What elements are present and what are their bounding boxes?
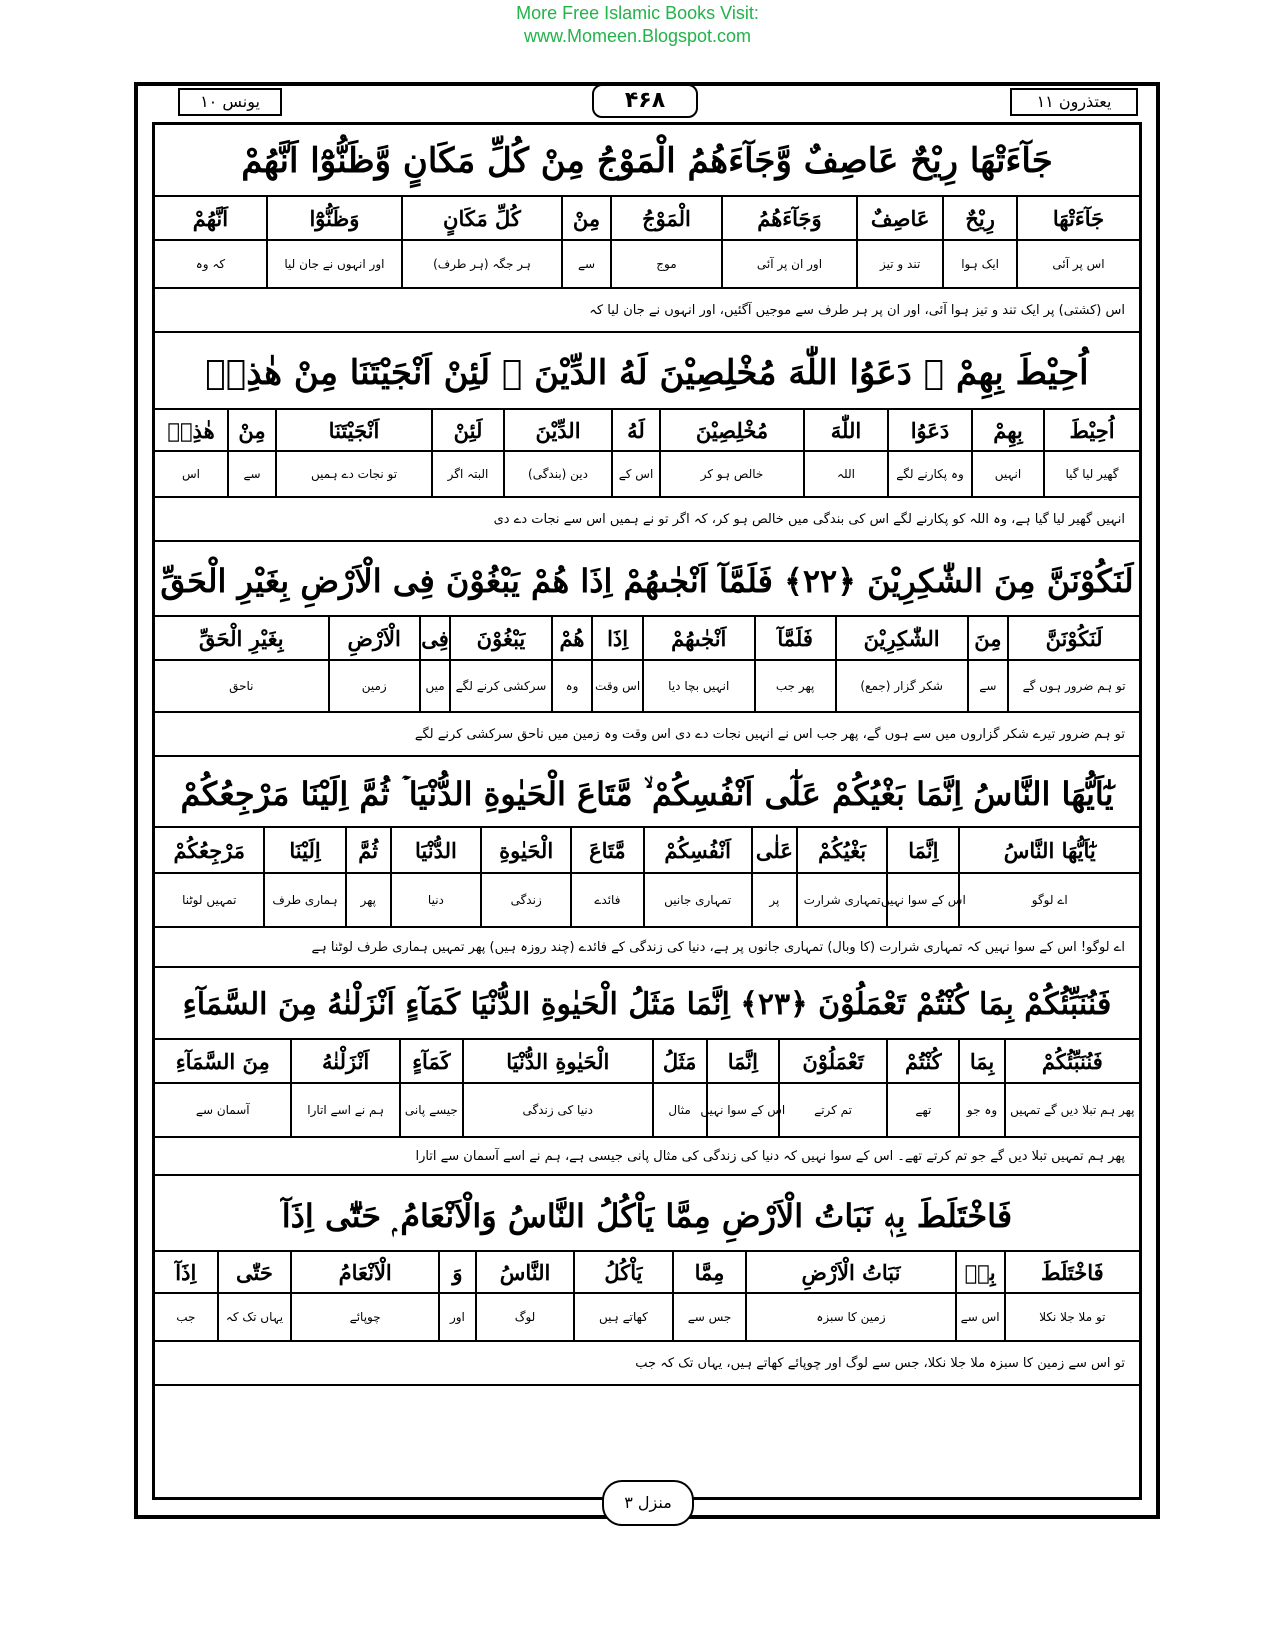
word-cell: كُلِّ مَكَانٍ — [401, 197, 561, 239]
word-cell: بِهٖ — [955, 1252, 1004, 1292]
meaning-cell: انہیں بچا دیا — [642, 661, 754, 711]
word-cell: نَبَاتُ الْاَرْضِ — [745, 1252, 954, 1292]
word-cell: لَئِنْ — [431, 410, 503, 450]
meaning-cell: میں — [419, 661, 449, 711]
word-cell: الشّٰكِرِيْنَ — [835, 617, 967, 659]
meaning-cell: ایک ہوا — [942, 241, 1016, 287]
word-cell: مَّتَاعَ — [570, 828, 642, 872]
meaning-cell: تو نجات دے ہمیں — [275, 452, 431, 496]
meaning-row — [155, 1084, 1139, 1138]
promo-line-1: More Free Islamic Books Visit: — [516, 3, 759, 23]
translation-line — [155, 713, 1139, 757]
meaning-cell: اس وقت — [591, 661, 642, 711]
meaning-cell: شکر گزار (جمع) — [835, 661, 967, 711]
word-cell: كُنْتُمْ — [886, 1040, 958, 1082]
para-name-label: یعتذرون ۱۱ — [1010, 88, 1138, 116]
word-cell: الْاَرْضِ — [328, 617, 419, 659]
meaning-cell: ہماری طرف — [263, 874, 344, 926]
word-cell: يٰٓاَيُّهَا النَّاسُ — [958, 828, 1139, 872]
meaning-cell: ہم نے اسے اتارا — [290, 1084, 398, 1136]
meaning-row — [155, 1294, 1139, 1342]
arabic-verse-text: جَآءَتْهَا رِيْحٌ عَاصِفٌ وَّجَآءَهُمُ الْمَوْجُ مِنْ كُلِّ مَكَانٍ وَّظَنُّوْٓا اَنَّهُمْ — [241, 141, 1053, 181]
meaning-cell: اس پر آئی — [1016, 241, 1139, 287]
word-row — [155, 1252, 1139, 1294]
translation-text: تو ہم ضرور تیرے شکر گزاروں میں سے ہوں گے، پھر جب اس نے انہیں نجات دے دی اس وقت وہ زمین میں ناحق سرکشی کرنے لگے — [414, 726, 1125, 742]
meaning-cell: اس کے سوا نہیں — [706, 1084, 778, 1136]
translation-text: تو اس سے زمین کا سبزہ ملا جلا نکلا، جس سے لوگ اور چوپائے کھاتے ہیں، یہاں تک کہ جب — [635, 1355, 1125, 1371]
word-cell: جَآءَتْهَا — [1016, 197, 1139, 239]
verse-line — [155, 1180, 1139, 1252]
meaning-cell: تو ہم ضرور ہوں گے — [1007, 661, 1139, 711]
meaning-cell: اور — [438, 1294, 475, 1340]
meaning-cell: دنیا — [390, 874, 480, 926]
meaning-cell: اس کے سوا نہیں — [886, 874, 958, 926]
meaning-cell: تمہاری شرارت — [796, 874, 886, 926]
meaning-cell: پھر جب — [754, 661, 835, 711]
word-cell: وَجَآءَهُمُ — [721, 197, 856, 239]
word-cell: اَنْفُسِكُمْ — [643, 828, 751, 872]
word-cell: اَنْجَيْتَنَا — [275, 410, 431, 450]
word-cell: فَنُنَبِّئُكُمْ — [1004, 1040, 1139, 1082]
meaning-cell: وہ پکارنے لگے — [887, 452, 971, 496]
word-cell: بِمَا — [958, 1040, 1003, 1082]
word-cell: بَغْيُكُمْ — [796, 828, 886, 872]
meaning-cell: جب — [176, 1310, 196, 1324]
arabic-verse-text: اُحِيْطَ بِهِمْ ۙ دَعَوُا اللّٰهَ مُخْلِصِيْنَ لَهُ الدِّيْنَ ۚ لَئِنْ اَنْجَيْتَنَا مِنْ هٰذِهٖ — [205, 353, 1089, 393]
word-cell: فَاخْتَلَطَ — [1004, 1252, 1139, 1292]
meaning-cell: جیسے پانی — [399, 1084, 462, 1136]
verse-line — [155, 760, 1139, 828]
word-cell: اِذَآ — [175, 1259, 197, 1285]
meaning-cell: خالص ہو کر — [659, 452, 803, 496]
word-cell: اِلَيْنَا — [263, 828, 344, 872]
word-row — [155, 617, 1139, 661]
meaning-cell: آسمان سے — [195, 1103, 250, 1117]
word-row — [155, 410, 1139, 452]
meaning-cell: اس سے — [955, 1294, 1004, 1340]
word-row — [155, 1040, 1139, 1084]
translation-line — [155, 928, 1139, 968]
meaning-cell: جس سے — [672, 1294, 746, 1340]
word-cell: مَثَلُ — [652, 1040, 706, 1082]
meaning-cell: انہیں — [971, 452, 1043, 496]
surah-name-label: یونس ۱۰ — [178, 88, 282, 116]
word-cell: مِمَّا — [672, 1252, 746, 1292]
meaning-cell: کہ وہ — [195, 257, 226, 271]
word-cell: الدُّنْيَا — [390, 828, 480, 872]
translation-line — [155, 1138, 1139, 1176]
meaning-cell: ہر جگہ (ہر طرف) — [401, 241, 561, 287]
word-cell: يَاْكُلُ — [573, 1252, 671, 1292]
word-cell: اُحِيْطَ — [1043, 410, 1139, 450]
meaning-cell: گھیر لیا گیا — [1043, 452, 1139, 496]
meaning-cell: لوگ — [475, 1294, 573, 1340]
word-cell: هٰذِهٖ — [167, 417, 215, 443]
meaning-cell: پر — [751, 874, 796, 926]
meaning-cell: سرکشی کرنے لگے — [449, 661, 550, 711]
word-cell: وَظَنُّوْٓا — [266, 197, 401, 239]
word-cell: مِنَ — [967, 617, 1008, 659]
meaning-cell: اس — [182, 467, 200, 481]
verse-line — [155, 125, 1139, 197]
word-cell: لَنَكُوْنَنَّ — [1007, 617, 1139, 659]
word-cell: ثُمَّ — [345, 828, 390, 872]
meaning-cell: پھر ہم تبلا دیں گے تمہیں — [1004, 1084, 1139, 1136]
word-cell: الْاَنْعَامُ — [290, 1252, 438, 1292]
word-cell: عَلٰى — [751, 828, 796, 872]
word-cell: اللّٰهَ — [803, 410, 887, 450]
word-cell: بِغَيْرِ الْحَقِّ — [199, 625, 284, 651]
arabic-verse-text: يٰٓاَيُّهَا النَّاسُ اِنَّمَا بَغْيُكُمْ عَلٰٓى اَنْفُسِكُمْ ۙ مَّتَاعَ الْحَيٰوةِ الدُّنْيَا ۡ ثُمَّ اِلَيْنَا مَرْجِعُكُمْ — [180, 775, 1114, 813]
meaning-row — [155, 241, 1139, 289]
verse-line — [155, 970, 1139, 1040]
translation-line — [155, 1342, 1139, 1386]
meaning-cell: دین (بندگی) — [503, 452, 611, 496]
arabic-verse-text: لَنَكُوْنَنَّ مِنَ الشّٰكِرِيْنَ ﴿۲۲﴾ فَلَمَّآ اَنْجٰىهُمْ اِذَا هُمْ يَبْغُوْنَ فِى الْاَرْضِ بِغَيْرِ الْحَقِّ — [160, 562, 1134, 600]
word-cell: مِنَ السَّمَآءِ — [175, 1048, 270, 1074]
word-cell: عَاصِفٌ — [856, 197, 942, 239]
meaning-cell: اور انہوں نے جان لیا — [266, 241, 401, 287]
word-cell: حَتّٰى — [217, 1252, 291, 1292]
promo-banner — [0, 2, 1275, 48]
word-cell: اِذَا — [591, 617, 642, 659]
meaning-cell: زمین کا سبزہ — [745, 1294, 954, 1340]
meaning-cell: دنیا کی زندگی — [462, 1084, 652, 1136]
word-cell: مِنْ — [561, 197, 610, 239]
meaning-cell: اللہ — [803, 452, 887, 496]
arabic-verse-text: فَنُنَبِّئُكُمْ بِمَا كُنْتُمْ تَعْمَلُوْنَ ﴿۲۳﴾ اِنَّمَا مَثَلُ الْحَيٰوةِ الدُّنْيَا كَمَآءٍ اَنْزَلْنٰهُ مِنَ السَّمَآءِ — [182, 987, 1112, 1022]
verse-line — [155, 336, 1139, 410]
word-cell: فَلَمَّآ — [754, 617, 835, 659]
meaning-cell: چوپائے — [290, 1294, 438, 1340]
word-cell: فِى — [419, 617, 449, 659]
page-number: ۴۶۸ — [592, 84, 698, 118]
word-cell: النَّاسُ — [475, 1252, 573, 1292]
meaning-row — [155, 452, 1139, 498]
meaning-row — [155, 874, 1139, 928]
meaning-cell: اور ان پر آئی — [721, 241, 856, 287]
meaning-cell: مثال — [652, 1084, 706, 1136]
word-row — [155, 828, 1139, 874]
word-cell: تَعْمَلُوْنَ — [778, 1040, 886, 1082]
word-cell: مُخْلِصِيْنَ — [659, 410, 803, 450]
meaning-cell: پھر — [345, 874, 390, 926]
word-cell: اَنَّهُمْ — [192, 205, 229, 231]
meaning-cell: وہ — [551, 661, 592, 711]
word-cell: الْحَيٰوةِ الدُّنْيَا — [462, 1040, 652, 1082]
word-cell: اَنْزَلْنٰهُ — [290, 1040, 398, 1082]
meaning-cell: تو ملا جلا نکلا — [1004, 1294, 1139, 1340]
translation-text: اے لوگو! اس کے سوا نہیں کہ تمہاری شرارت (کا وبال) تمہاری جانوں پر ہے، دنیا کی زندگی کے فائدے (چند روزہ ہیں) پھر تمہیں ہماری طرف لوٹنا ہے — [311, 939, 1125, 955]
word-cell: الْحَيٰوةِ — [480, 828, 570, 872]
word-cell: دَعَوُا — [887, 410, 971, 450]
meaning-cell: تمہیں لوٹنا — [182, 893, 237, 907]
manzil-seal: منزل ۳ — [602, 1480, 694, 1526]
word-cell: كَمَآءٍ — [399, 1040, 462, 1082]
word-row — [155, 197, 1139, 241]
translation-line — [155, 289, 1139, 333]
word-cell: الْمَوْجُ — [610, 197, 721, 239]
meaning-cell: تند و تیز — [856, 241, 942, 287]
meaning-cell: تھے — [886, 1084, 958, 1136]
word-cell: اِنَّمَا — [886, 828, 958, 872]
word-cell: رِيْحٌ — [942, 197, 1016, 239]
translation-text: انہیں گھیر لیا گیا ہے، وہ اللہ کو پکارنے لگے اس کی بندگی میں خالص ہو کر، کہ اگر تو نے ہمیں اس سے نجات دے دی — [493, 511, 1125, 527]
word-cell: اَنْجٰىهُمْ — [642, 617, 754, 659]
word-cell: اِنَّمَا — [706, 1040, 778, 1082]
meaning-cell: سے — [967, 661, 1008, 711]
word-cell: الدِّيْنَ — [503, 410, 611, 450]
verse-line — [155, 545, 1139, 617]
word-cell: مَرْجِعُكُمْ — [173, 837, 246, 863]
translation-text: پھر ہم تمہیں تبلا دیں گے جو تم کرتے تھے۔ اس کے سوا نہیں کہ دنیا کی زندگی کی مثال پانی جیسی ہے، ہم نے اسے آسمان سے اتارا — [415, 1148, 1125, 1164]
meaning-cell: البتہ اگر — [431, 452, 503, 496]
word-cell: مِنْ — [227, 410, 275, 450]
meaning-cell: اس کے — [611, 452, 659, 496]
word-cell: يَبْغُوْنَ — [449, 617, 550, 659]
meaning-cell: تم کرتے — [778, 1084, 886, 1136]
word-cell: لَهُ — [611, 410, 659, 450]
word-cell: وَ — [438, 1252, 475, 1292]
meaning-cell: اے لوگو — [958, 874, 1139, 926]
meaning-cell: زمین — [328, 661, 419, 711]
meaning-cell: سے — [227, 452, 275, 496]
arabic-verse-text: فَاخْتَلَطَ بِهٖ نَبَاتُ الْاَرْضِ مِمَّا يَاْكُلُ النَّاسُ وَالْاَنْعَامُ ۭ حَتّٰٓى اِذَآ — [281, 1197, 1013, 1235]
meaning-cell: فائدے — [570, 874, 642, 926]
promo-url[interactable]: www.Momeen.Blogspot.com — [523, 26, 752, 46]
translation-line — [155, 498, 1139, 542]
meaning-cell: تمہاری جانیں — [643, 874, 751, 926]
word-cell: هُمْ — [551, 617, 592, 659]
meaning-row — [155, 661, 1139, 713]
meaning-cell: ناحق — [229, 679, 254, 693]
meaning-cell: کھاتے ہیں — [573, 1294, 671, 1340]
word-cell: بِهِمْ — [971, 410, 1043, 450]
meaning-cell: وہ جو — [958, 1084, 1003, 1136]
meaning-cell: موج — [610, 241, 721, 287]
translation-text: اس (کشتی) پر ایک تند و تیز ہوا آئی، اور ان پر ہر طرف سے موجیں آگئیں، اور انہوں نے جان لیا کہ — [589, 302, 1125, 318]
meaning-cell: سے — [561, 241, 610, 287]
meaning-cell: یہاں تک کہ — [217, 1294, 291, 1340]
meaning-cell: زندگی — [480, 874, 570, 926]
